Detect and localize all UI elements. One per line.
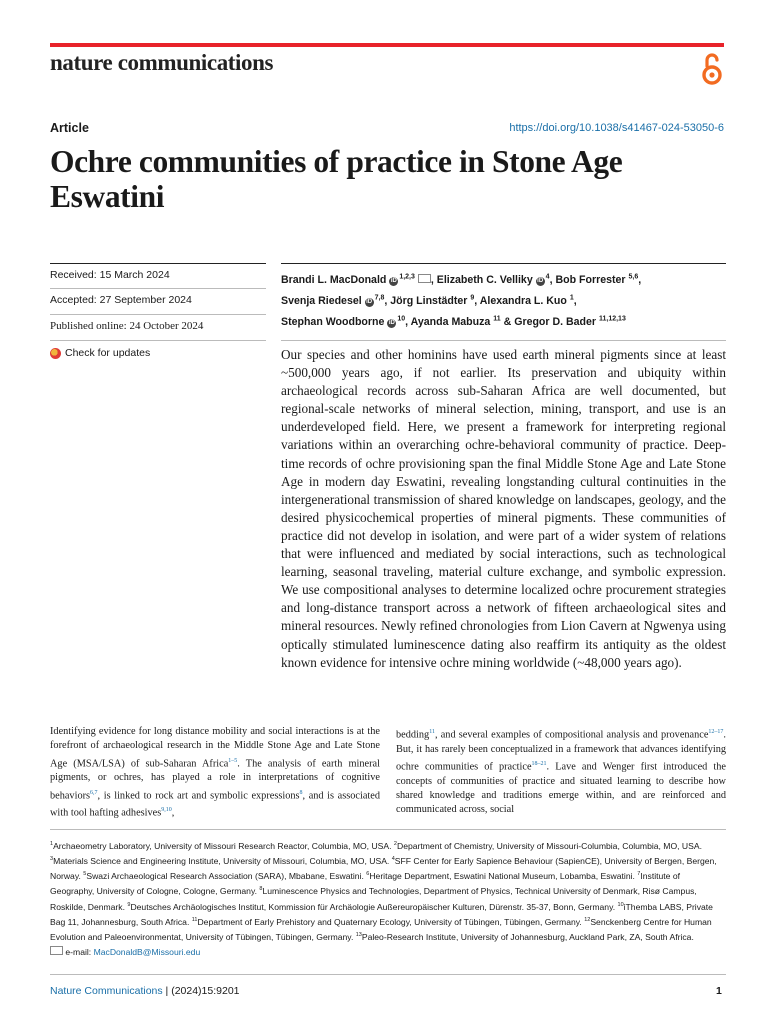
orcid-icon: iD [390, 277, 397, 284]
author-affiliation-numbers: 10 [397, 315, 406, 323]
received-date: Received: 15 March 2024 [50, 269, 170, 281]
divider [50, 974, 726, 975]
affiliation-number: 1 [50, 841, 54, 847]
mail-icon [50, 946, 63, 955]
affiliations: $^1$Archaeometry Laboratory, University of Missouri Research Reactor, Columbia, MO, USA. $^2$Department of Chemistry, University of Missouri-Columbia, Columbia, MO, USA. $^3$Materials Science and Engineering Institute, University of Missouri, Columbia, MO, USA. $^4$SFF Center for Early Sapience Behaviour (SapienCE), University of Bergen, Bergen, Norway. $^5$Swazi Archaeological Research Association (SARA), Mbabane, Eswatini. $^6$Heritage Department, Eswatini National Museum, Lobamba, Eswatini. $^7$Institute of Geography, University of Cologne, Cologne, Germany. $^8$Luminescence Physics and Technologies, Department of Physics, Technical University of Denmark, Risø Campus, Roskilde, Denmark. $^9$Deutsches Archäologisches Institut, Kommission für Archäologie Außereuropäischer Kulturen, Dürenstr. 35-37, Bonn, Germany. $^{10}$iThemba LABS, Private Bag 11, Johannesburg, South Africa. $^{11}$Department of Early Prehistory and Quaternary Ecology, University of Tübingen, Tübingen, Germany. $^{12}$Senckenberg Centre for Human Evolution and Paleoenvironmentat, University of Tübingen, Tübingen, Germany. $^{13}$Paleo-Research Institute, University of Johannesburg, Auckland Park, ZA, South Africa. [50, 840, 717, 942]
author-affiliation-numbers: 7,8 [374, 294, 385, 302]
citation-ref: 1–5 [228, 757, 238, 764]
published-date: Published online: 24 October 2024 [50, 320, 204, 332]
citation-ref: 11 [429, 729, 435, 735]
email-line [50, 946, 200, 957]
divider [50, 829, 726, 830]
affiliation-number: 2 [393, 841, 397, 847]
divider [50, 340, 266, 341]
author-name: Elizabeth C. Velliky $iD^4$, [436, 273, 553, 286]
footer-journal-name[interactable]: Nature Communications [50, 985, 163, 997]
citation-ref: 6,7 [90, 789, 98, 796]
abstract: Our species and other hominins have used earth mineral pigments since at least ~500,000 years ago, if not earlier. Its preservation and ubiquity within archaeological records across sub-Saharan Africa are well documented, but regional-scale networks of mineral selection, mining, transport, and use is an underdeveloped field. Here, we present a framework for interpreting regional variations within an overarching ochre-behavioral community of practice. Deep-time records of ochre provisioning span the final Middle Stone Age and Late Stone Age in modern day Eswatini, revealing longstanding cultural continuities in the intergenerational transmission of shared knowledge on landscapes, geology, and the desired physicochemical properties of mineral pigments. These communities of practice did not develop in isolation, and were part of a wider system of relations that were influenced and mediated by social interactions, such as technological learning, seasonal traveling, material culture exchange, and symbolic expression. We use compositional analyses to determine localized ochre procurement strategies and long-distance transport across a network of fifteen archaeological sites and mineral resources. Newly refined chronologies from Lion Cavern at Ngwenya using optically stimulated luminescence dating also reaffirm its antiquity as the oldest known evidence for intensive ochre mining worldwide (~48,000 years ago). [281, 347, 726, 670]
mail-icon [418, 274, 431, 283]
author-affiliation-numbers: 4 [545, 273, 550, 280]
divider [281, 263, 726, 264]
author-name: Ayanda Mabuza $^{11}$ & [410, 315, 512, 328]
citation-ref: 9,10 [161, 807, 172, 814]
author-affiliation-numbers: 5,6 [628, 273, 639, 280]
citation-ref: 18–21 [531, 761, 547, 768]
check-for-updates-button[interactable] [50, 347, 150, 359]
article-title: Ochre communities of practice in Stone Age Eswatini [50, 144, 623, 214]
author-affiliation-numbers: 9 [470, 294, 475, 302]
divider [50, 288, 266, 289]
body-column-left: Identifying evidence for long distance mobility and social interactions is at the forefront of archaeological research in the Middle Stone Age and Late Stone Age (MSA/LSA) of sub-Saharan Africa$^{1-5}$. The analysis of earth mineral pigments, or ochres, has played a role in interpretations of cognitive behaviors$^{6,7}$, is linked to rock art and symbolic expressions$^8$, and is associated with tool hafting adhesives$^{9,10}$, [50, 726, 380, 819]
affiliation-number: 11 [191, 916, 198, 923]
footer-citation [50, 985, 240, 997]
affiliation-number: 5 [83, 871, 87, 878]
orcid-icon: iD [388, 319, 395, 326]
affiliation-number: 6 [366, 871, 370, 878]
article-type-label: Article [50, 121, 89, 135]
header-accent-bar [50, 43, 724, 47]
author-name: Bob Forrester $^{5,6}$, [555, 273, 642, 286]
author-name: Jörg Linstädter $^9$, [390, 294, 478, 307]
citation-ref: 12–17 [708, 729, 724, 735]
journal-brand[interactable]: nature communications [50, 50, 274, 75]
affiliation-number: 7 [637, 871, 641, 878]
author-affiliation-numbers: 11 [493, 315, 501, 323]
divider [50, 263, 266, 264]
affiliation-number: 8 [259, 886, 263, 893]
author-list [281, 268, 726, 331]
affiliation-number: 12 [584, 916, 591, 923]
citation-ref: 8 [299, 789, 303, 796]
author-affiliation-numbers: 1 [569, 294, 574, 302]
affiliation-number: 13 [355, 931, 362, 938]
email-label: e-mail: [65, 947, 94, 957]
affiliation-number: 4 [391, 856, 395, 863]
affiliation-number: 9 [127, 901, 131, 908]
check-updates-icon [50, 348, 61, 359]
footer-volume: | (2024)15:9201 [162, 985, 240, 997]
author-name: Stephan Woodborne $iD^{10}$, [281, 315, 409, 328]
affiliation-number: 3 [50, 856, 54, 863]
body-column-right: bedding$^{11}$, and several examples of compositional analysis and provenance$^{12-17}$. But, it has rarely been conceptualized in a framework that advances identifying ochre communities of practice$^{18-21}$. Lave and Wenger first introduced the concepts of communities of practice and situated learning to describe how shared knowledge and traditions emerge within, and are reinforced and communicated across, social [396, 729, 726, 816]
author-name: Alexandra L. Kuo $^1$, [479, 294, 577, 307]
author-affiliation-numbers: 11,12,13 [598, 315, 626, 323]
author-name: Brandi L. MacDonald iD$^{1,2,3}$ , [281, 273, 434, 286]
open-access-icon [700, 52, 724, 86]
orcid-icon: iD [537, 277, 544, 284]
page-number: 1 [716, 985, 722, 997]
email-link[interactable]: MacDonaldB@Missouri.edu [93, 947, 201, 957]
author-name: Gregor D. Bader $^{11,12,13}$ [514, 315, 626, 328]
author-affiliation-numbers: 1,2,3 [399, 273, 415, 280]
accepted-date: Accepted: 27 September 2024 [50, 294, 192, 306]
affiliation-number: 10 [617, 901, 624, 908]
divider [50, 314, 266, 315]
doi-link[interactable]: https://doi.org/10.1038/s41467-024-53050-6 [509, 122, 724, 134]
divider [281, 340, 726, 341]
author-name: Svenja Riedesel iD$^{7,8}$, [281, 294, 388, 307]
orcid-icon: iD [366, 298, 373, 305]
check-updates-label: Check for updates [65, 347, 151, 359]
